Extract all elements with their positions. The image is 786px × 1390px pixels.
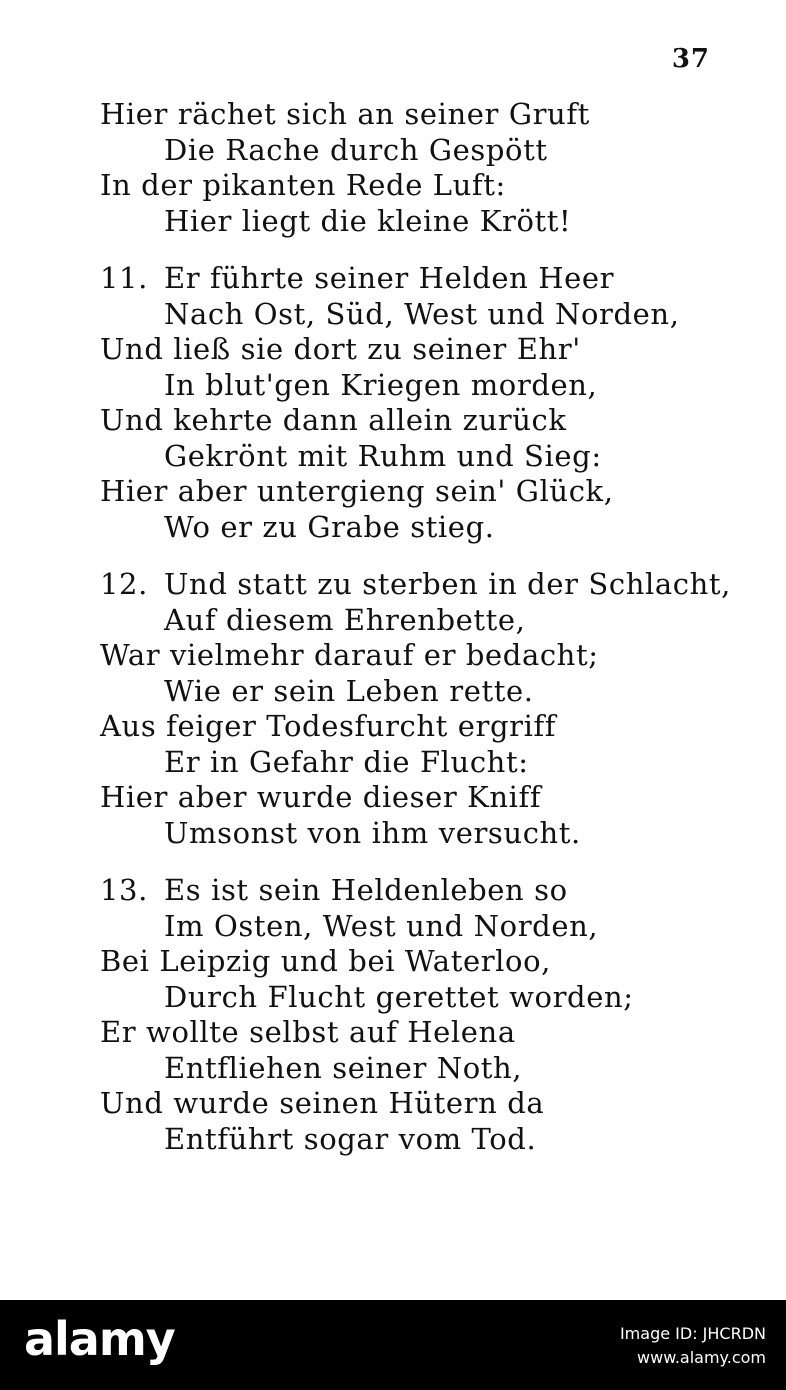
stanza-number: 13.	[100, 873, 148, 907]
stanza	[100, 873, 700, 1157]
poem-line: In der pikanten Rede Luft:	[100, 168, 506, 202]
footer-info	[620, 1322, 766, 1370]
stanza	[100, 261, 700, 545]
poem-line: Hier liegt die kleine Krött!	[164, 203, 572, 238]
poem-line: Bei Leipzig und bei Waterloo,	[100, 944, 551, 978]
poem-line: War vielmehr darauf er bedacht;	[100, 638, 599, 672]
poem-line	[100, 873, 700, 909]
site-url: www.alamy.com	[637, 1348, 766, 1367]
poem-line: Hier rächet sich an seiner Gruft	[100, 97, 590, 131]
poem-line-text: Es ist sein Heldenleben so	[164, 873, 568, 907]
poem-line: Hier aber wurde dieser Kniff	[100, 780, 542, 814]
poem-line	[100, 261, 700, 297]
poem-line: Umsonst von ihm versucht.	[164, 815, 581, 850]
image-id: Image ID: JHCRDN	[619, 1324, 766, 1343]
poem-line: Wo er zu Grabe stieg.	[164, 509, 495, 544]
page-number: 37	[671, 44, 710, 74]
poem-line: In blut'gen Kriegen morden,	[164, 367, 598, 402]
poem-line: Im Osten, West und Norden,	[164, 908, 599, 943]
poem-line: Er wollte selbst auf Helena	[100, 1015, 516, 1049]
poem	[100, 97, 731, 1179]
poem-line: Hier aber untergieng sein' Glück,	[100, 474, 614, 508]
poem-line: Auf diesem Ehrenbette,	[164, 602, 526, 637]
stanza	[100, 567, 731, 851]
poem-line: Aus feiger Todesfurcht ergriff	[100, 709, 557, 743]
watermark-footer	[0, 1300, 786, 1390]
stanza-number: 11.	[100, 261, 148, 295]
poem-line-text: Und statt zu sterben in der Schlacht,	[164, 567, 731, 601]
poem-line: Gekrönt mit Ruhm und Sieg:	[164, 438, 602, 473]
poem-line: Und kehrte dann allein zurück	[100, 403, 567, 437]
poem-line: Entfliehen seiner Noth,	[164, 1050, 523, 1085]
brand-logo: alamy	[24, 1312, 175, 1366]
poem-line: Und wurde seinen Hütern da	[100, 1086, 545, 1120]
poem-line: Wie er sein Leben rette.	[164, 673, 534, 708]
poem-line	[100, 567, 731, 603]
poem-line: Entführt sogar vom Tod.	[164, 1121, 537, 1156]
poem-line: Durch Flucht gerettet worden;	[164, 979, 634, 1014]
poem-line: Die Rache durch Gespött	[164, 132, 548, 167]
poem-line: Und ließ sie dort zu seiner Ehr'	[100, 332, 581, 366]
poem-line: Er in Gefahr die Flucht:	[164, 744, 529, 779]
stanza-number: 12.	[100, 567, 148, 601]
poem-line-text: Er führte seiner Helden Heer	[164, 261, 615, 295]
stanza	[100, 97, 700, 239]
poem-line: Nach Ost, Süd, West und Norden,	[164, 296, 680, 331]
